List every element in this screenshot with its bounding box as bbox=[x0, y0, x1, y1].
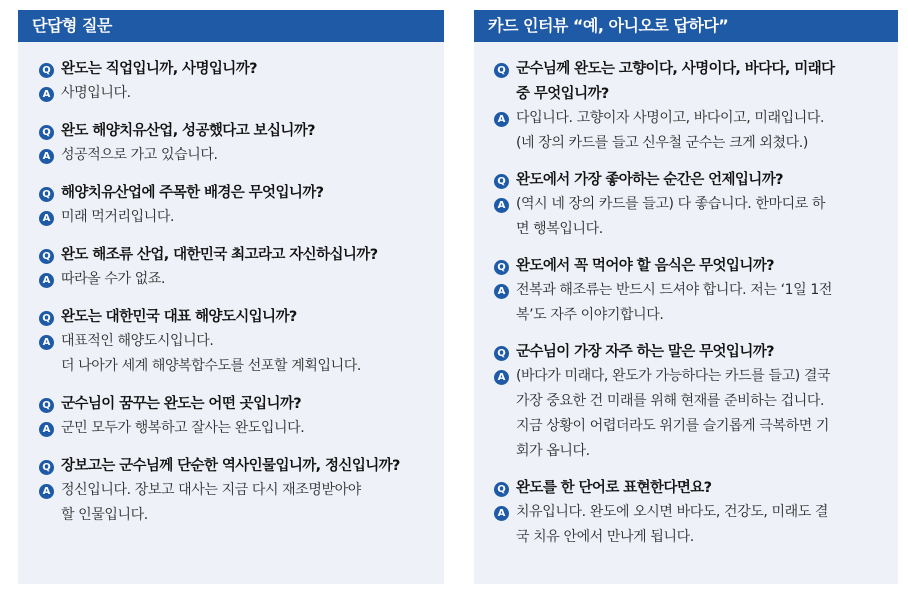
answer-text: 대표적인 해양도시입니다. 더 나아가 세계 해양복합수도를 선포할 계획입니다. bbox=[61, 333, 361, 374]
qa-item bbox=[39, 308, 430, 379]
answer-row bbox=[494, 503, 882, 550]
answer-text: 전복과 해조류는 반드시 드셔야 합니다. 저는 ‘1일 1전 복’도 자주 이야기합니다. bbox=[516, 282, 832, 323]
question-row bbox=[494, 60, 882, 107]
qa-item bbox=[39, 457, 430, 528]
question-row bbox=[39, 308, 430, 330]
panel-title: 카드 인터뷰 “예, 아니오로 답하다” bbox=[474, 10, 898, 42]
question-text: 완도를 한 단어로 표현한다면요? bbox=[516, 480, 712, 496]
answer-text: 군민 모두가 행복하고 잘사는 완도입니다. bbox=[61, 420, 305, 436]
answer-row bbox=[39, 332, 430, 379]
question-row bbox=[494, 257, 882, 279]
answer-row bbox=[494, 195, 882, 242]
answer-row bbox=[494, 281, 882, 328]
answer-text: (바다가 미래다, 완도가 가능하다는 카드를 들고) 결국 가장 중요한 건 미래를 위해 현재를 준비하는 겁니다. 지금 상황이 어렵더라도 위기를 슬기롭게 극복하면 기 회가 옵니다. bbox=[516, 368, 831, 459]
question-badge-icon: Q bbox=[494, 346, 509, 361]
question-text: 군수님이 가장 자주 하는 말은 무엇입니까? bbox=[516, 344, 774, 360]
question-text: 완도 해양치유산업, 성공했다고 보십니까? bbox=[61, 123, 315, 139]
answer-text: 따라올 수가 없죠. bbox=[61, 271, 166, 287]
question-badge-icon: Q bbox=[39, 63, 54, 78]
answer-text: 미래 먹거리입니다. bbox=[61, 209, 175, 225]
answer-badge-icon: A bbox=[39, 87, 54, 102]
question-text: 완도는 직업입니까, 사명입니까? bbox=[61, 61, 257, 77]
question-text: 완도에서 가장 좋아하는 순간은 언제입니까? bbox=[516, 172, 783, 188]
answer-text: 치유입니다. 완도에 오시면 바다도, 건강도, 미래도 결 국 치유 안에서 만나게 됩니다. bbox=[516, 504, 829, 545]
question-badge-icon: Q bbox=[494, 174, 509, 189]
question-text: 장보고는 군수님께 단순한 역사인물입니까, 정신입니까? bbox=[61, 458, 400, 474]
question-row bbox=[39, 457, 430, 479]
question-row bbox=[39, 122, 430, 144]
answer-row bbox=[39, 270, 430, 292]
question-badge-icon: Q bbox=[39, 311, 54, 326]
qa-item bbox=[494, 479, 882, 550]
question-badge-icon: Q bbox=[494, 63, 509, 78]
question-badge-icon: Q bbox=[39, 125, 54, 140]
answer-text: 성공적으로 가고 있습니다. bbox=[61, 147, 218, 163]
answer-row bbox=[494, 367, 882, 464]
question-text: 완도는 대한민국 대표 해양도시입니까? bbox=[61, 309, 297, 325]
answer-badge-icon: A bbox=[494, 506, 509, 521]
qa-list bbox=[18, 42, 444, 528]
answer-text: (역시 네 장의 카드를 들고) 다 좋습니다. 한마디로 하 면 행복입니다. bbox=[516, 196, 826, 237]
question-text: 해양치유산업에 주목한 배경은 무엇입니까? bbox=[61, 185, 324, 201]
answer-badge-icon: A bbox=[39, 211, 54, 226]
qa-item bbox=[39, 395, 430, 441]
question-row bbox=[494, 343, 882, 365]
answer-badge-icon: A bbox=[39, 149, 54, 164]
answer-row bbox=[494, 109, 882, 156]
qa-list bbox=[474, 42, 898, 550]
question-row bbox=[39, 184, 430, 206]
question-row bbox=[494, 479, 882, 501]
card-interview-panel bbox=[474, 10, 898, 584]
question-badge-icon: Q bbox=[494, 260, 509, 275]
panel-title: 단답형 질문 bbox=[18, 10, 444, 42]
question-row bbox=[39, 246, 430, 268]
question-text: 완도 해조류 산업, 대한민국 최고라고 자신하십니까? bbox=[61, 247, 378, 263]
short-answer-panel bbox=[18, 10, 444, 584]
answer-text: 사명입니다. bbox=[61, 85, 131, 101]
question-text: 군수님이 꿈꾸는 완도는 어떤 곳입니까? bbox=[61, 396, 302, 412]
answer-row bbox=[39, 208, 430, 230]
qa-item bbox=[494, 171, 882, 242]
answer-badge-icon: A bbox=[494, 198, 509, 213]
qa-item bbox=[39, 60, 430, 106]
qa-item bbox=[39, 246, 430, 292]
question-row bbox=[494, 171, 882, 193]
question-badge-icon: Q bbox=[494, 482, 509, 497]
answer-text: 정신입니다. 장보고 대사는 지금 다시 재조명받아야 할 인물입니다. bbox=[61, 482, 361, 523]
qa-item bbox=[39, 184, 430, 230]
question-text: 완도에서 꼭 먹어야 할 음식은 무엇입니까? bbox=[516, 258, 774, 274]
qa-item bbox=[494, 60, 882, 156]
question-badge-icon: Q bbox=[39, 398, 54, 413]
answer-badge-icon: A bbox=[494, 370, 509, 385]
qa-item bbox=[39, 122, 430, 168]
question-badge-icon: Q bbox=[39, 249, 54, 264]
answer-badge-icon: A bbox=[39, 335, 54, 350]
answer-row bbox=[39, 84, 430, 106]
answer-badge-icon: A bbox=[39, 484, 54, 499]
qa-item bbox=[494, 343, 882, 464]
question-text: 군수님께 완도는 고향이다, 사명이다, 바다다, 미래다 중 무엇입니까? bbox=[516, 61, 835, 102]
answer-badge-icon: A bbox=[494, 284, 509, 299]
answer-row bbox=[39, 481, 430, 528]
answer-row bbox=[39, 419, 430, 441]
answer-badge-icon: A bbox=[494, 112, 509, 127]
question-row bbox=[39, 395, 430, 417]
question-badge-icon: Q bbox=[39, 460, 54, 475]
answer-text: 다입니다. 고향이자 사명이고, 바다이고, 미래입니다. (네 장의 카드를 들고 신우철 군수는 크게 외쳤다.) bbox=[516, 110, 825, 151]
qa-item bbox=[494, 257, 882, 328]
answer-badge-icon: A bbox=[39, 422, 54, 437]
question-row bbox=[39, 60, 430, 82]
answer-row bbox=[39, 146, 430, 168]
question-badge-icon: Q bbox=[39, 187, 54, 202]
answer-badge-icon: A bbox=[39, 273, 54, 288]
